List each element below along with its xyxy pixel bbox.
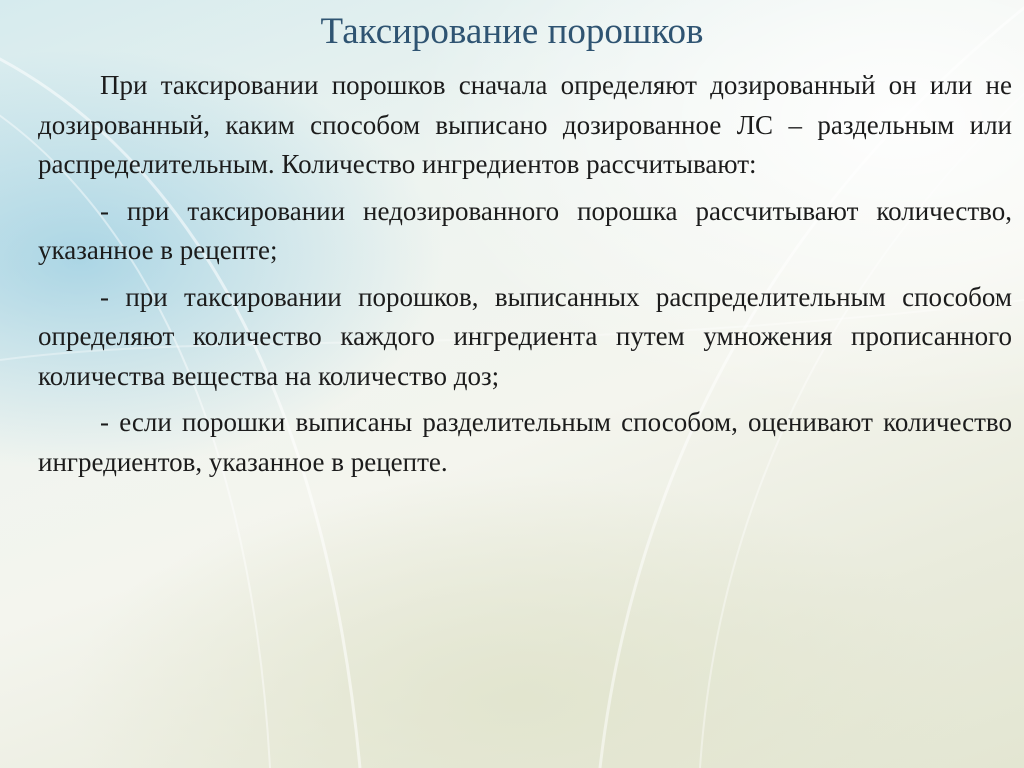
paragraph-intro: При таксировании порошков сначала определяют дозированный он или не дозированный, каким способом выписано дозированное ЛС – раздельным или распределительным. Количество ингредиентов рассчитывают:: [38, 70, 1012, 179]
paragraph-distributive: - при таксировании порошков, выписанных распределительным способом определяют количество каждого ингредиента путем умножения прописанного количества вещества на количество доз;: [38, 281, 1012, 391]
slide-body: [38, 66, 1012, 489]
slide-title: Таксирование порошков: [320, 11, 704, 52]
paragraph-undosed: - при таксировании недозированного порошка рассчитывают количество, указанное в рецепте;: [38, 195, 1012, 265]
paragraph-separate: - если порошки выписаны разделительным способом, оценивают количество ингредиентов, указанное в рецепте.: [38, 407, 1012, 477]
